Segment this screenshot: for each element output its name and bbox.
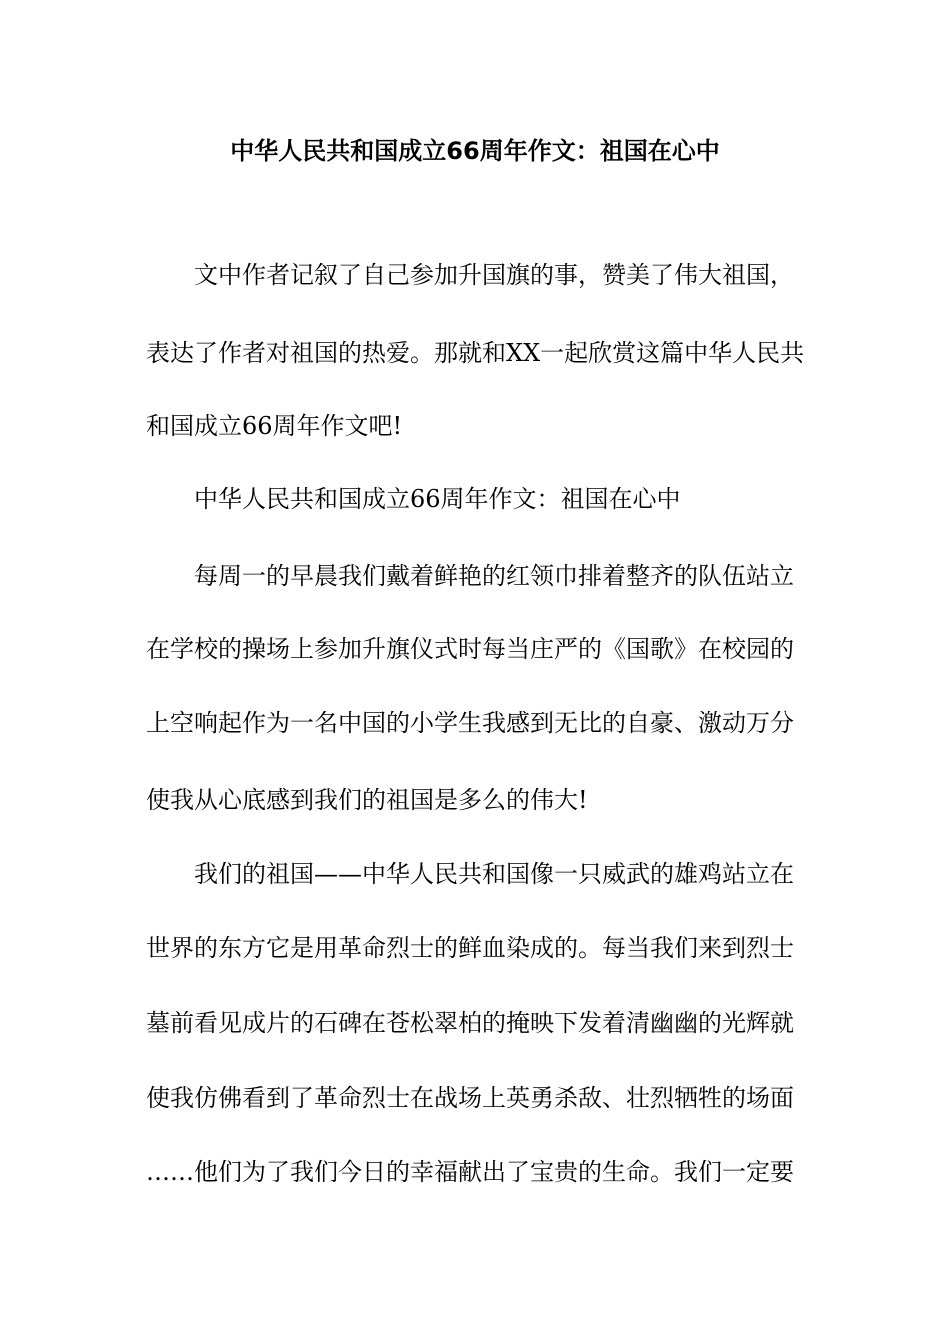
paragraph-line: 每周一的早晨我们戴着鲜艳的红领巾排着整齐的队伍站立 (194, 562, 794, 590)
paragraph-line: 上空响起作为一名中国的小学生我感到无比的自豪、激动万分 (146, 709, 794, 737)
paragraph-line: 文中作者记叙了自己参加升国旗的事，赞美了伟大祖国， (194, 261, 794, 289)
paragraph-line: 在学校的操场上参加升旗仪式时每当庄严的《国歌》在校园的 (146, 635, 794, 663)
paragraph-line: 我们的祖国——中华人民共和国像一只威武的雄鸡站立在 (194, 860, 794, 888)
paragraph-line: 世界的东方它是用革命烈士的鲜血染成的。每当我们来到烈士 (146, 934, 794, 962)
paragraph-line: 和国成立66周年作文吧! (146, 412, 403, 440)
paragraph-line: 使我从心底感到我们的祖国是多么的伟大! (146, 786, 588, 814)
document-title: 中华人民共和国成立66周年作文：祖国在心中 (230, 137, 720, 165)
paragraph-line: 表达了作者对祖国的热爱。那就和XX一起欣赏这篇中华人民共 (146, 339, 805, 367)
paragraph-line: 中华人民共和国成立66周年作文：祖国在心中 (194, 485, 681, 513)
paragraph-line: ……他们为了我们今日的幸福献出了宝贵的生命。我们一定要 (146, 1158, 794, 1186)
paragraph-line: 墓前看见成片的石碑在苍松翠柏的掩映下发着清幽幽的光辉就 (146, 1009, 794, 1037)
paragraph-line: 使我仿佛看到了革命烈士在战场上英勇杀敌、壮烈牺牲的场面 (146, 1084, 794, 1112)
